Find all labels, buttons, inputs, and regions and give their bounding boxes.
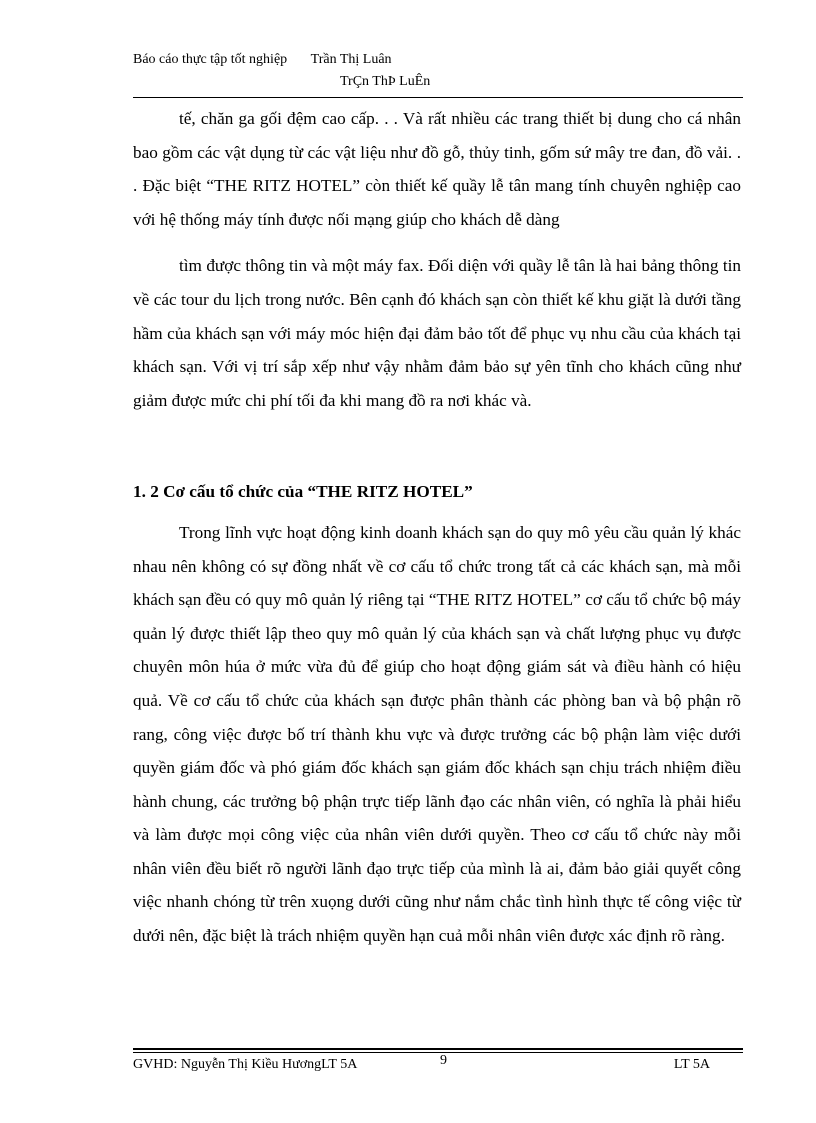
header-rule	[133, 97, 743, 98]
header-line	[133, 52, 392, 68]
document-body	[133, 102, 741, 953]
footer-supervisor: GVHD: Nguyễn Thị Kiều HươngLT 5A	[133, 1057, 358, 1072]
paragraph-1: tế, chăn ga gối đệm cao cấp. . . Và rất nhiều các trang thiết bị dung cho cá nhân bao gồm các vật dụng từ các vật liệu như đồ gỗ, thủy tinh, gốm sứ mây tre đan, đồ vải. . . Đặc biệt “THE RITZ HOTEL” còn thiết kế quầy lễ tân mang tính chuyên nghiệp cao với hệ thống máy tính được nối mạng giúp cho khách dễ dàng	[133, 109, 741, 229]
footer-rule-thick	[133, 1048, 743, 1050]
header-author-garbled: TrÇn ThÞ LuÊn	[340, 74, 431, 89]
footer-class: LT 5A	[673, 1057, 710, 1072]
section-heading: 1. 2 Cơ cấu tổ chức của “THE RITZ HOTEL”	[133, 482, 473, 502]
header-author: Trần Thị Luân	[310, 52, 392, 67]
paragraph-2: tìm được thông tin và một máy fax. Đối diện với quầy lễ tân là hai bảng thông tin về các tour du lịch trong nước. Bên cạnh đó khách sạn còn thiết kế khu giặt là dưới tầng hầm của khách sạn với máy móc hiện đại đảm bảo tốt để phục vụ nhu cầu của khách tại khách sạn. Với vị trí sắp xếp như vậy nhằm đảm bảo sự yên tĩnh cho khách cũng như giảm được mức chi phí tối đa khi mang đồ ra nơi khác và.	[133, 256, 741, 410]
report-title: Báo cáo thực tập tốt nghiệp	[133, 52, 288, 67]
footer-rule-thin	[133, 1052, 743, 1053]
page-footer	[133, 1048, 743, 1078]
page-number: 9	[440, 1053, 447, 1068]
paragraph-3: Trong lĩnh vực hoạt động kinh doanh khách sạn do quy mô yêu cầu quản lý khác nhau nên không có sự đồng nhất về cơ cấu tổ chức trong tất cả các khách sạn, mà mỗi khách sạn đều có quy mô quản lý riêng tại “THE RITZ HOTEL” cơ cấu tổ chức bộ máy quản lý được thiết lập theo quy mô quản lý của khách sạn và chất lượng phục vụ được chuyên môn húa ở mức vừa đủ để giúp cho hoạt động giám sát và điều hành có hiệu quả. Về cơ cấu tổ chức của khách sạn được phân thành các phòng ban và bộ phận rõ rang, công việc được bố trí thành khu vực và được trưởng các bộ phận làm việc dưới quyền giám đốc và phó giám đốc khách sạn giám đốc khách sạn chịu trách nhiệm điều hành chung, các trưởng bộ phận trực tiếp lãnh đạo các nhân viên, có nghĩa là phải hiểu và làm được mọi công việc của nhân viên dưới quyền. Theo cơ cấu tổ chức này mỗi nhân viên đều biết rõ người lãnh đạo trực tiếp của mình là ai, đảm bảo giải quyết công việc nhanh chóng từ trên xuọng dưới cũng như nắm chắc tình hình thực tế công việc từ dưới nên, đặc biệt là trách nhiệm quyền hạn cuả mỗi nhân viên được xác định rõ ràng.	[133, 522, 741, 946]
page-header	[133, 52, 743, 100]
